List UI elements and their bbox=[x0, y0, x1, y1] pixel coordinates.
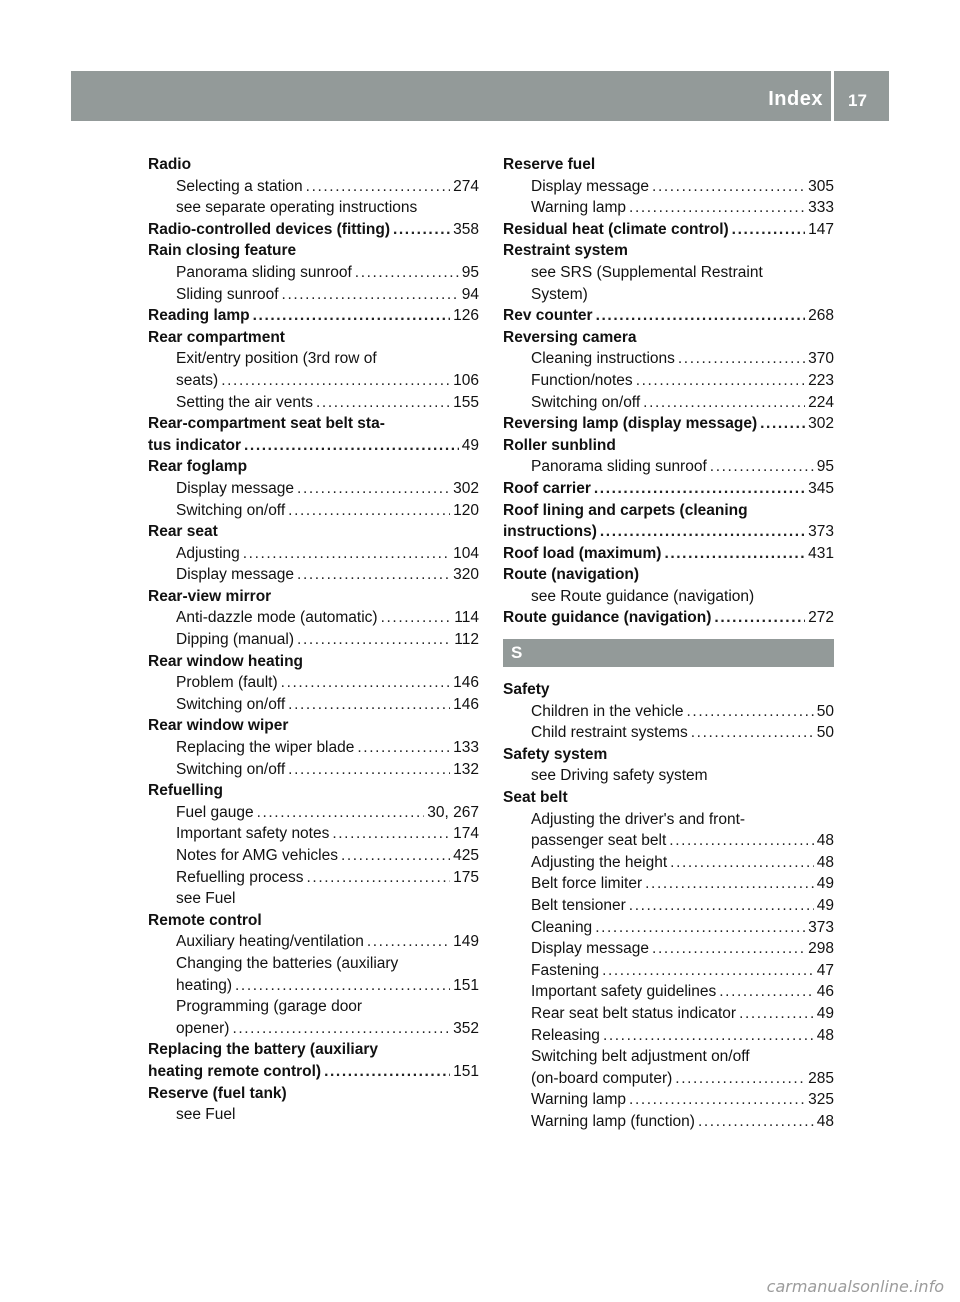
entry-label: Dipping (manual) bbox=[176, 631, 295, 649]
entry-label: Important safety notes bbox=[176, 825, 330, 843]
entry-label: Safety bbox=[503, 681, 550, 699]
section-header: S bbox=[503, 639, 834, 667]
dot-leader bbox=[732, 219, 805, 241]
entry-label: see Route guidance (navigation) bbox=[531, 587, 755, 605]
entry-label: Replacing the wiper blade bbox=[176, 739, 355, 757]
entry-label: Radio bbox=[148, 156, 192, 173]
entry-label: Function/notes bbox=[531, 371, 633, 389]
dot-leader bbox=[381, 607, 452, 629]
index-subentry bbox=[503, 809, 834, 831]
index-subentry bbox=[148, 996, 479, 1018]
entry-label: Fastening bbox=[531, 961, 600, 979]
dot-leader bbox=[719, 981, 814, 1003]
entry-label: Releasing bbox=[531, 1026, 600, 1044]
entry-label: Roof lining and carpets (cleaning bbox=[503, 501, 748, 519]
index-subentry[interactable] bbox=[148, 737, 479, 759]
index-subentry[interactable] bbox=[148, 802, 479, 824]
entry-label: Notes for AMG vehicles bbox=[176, 847, 338, 864]
dot-leader bbox=[253, 305, 450, 327]
dot-leader bbox=[297, 629, 451, 651]
dot-leader bbox=[288, 500, 450, 522]
entry-label: Rear compartment bbox=[148, 328, 285, 346]
index-subentry[interactable] bbox=[148, 262, 479, 284]
page-reference[interactable]: 274 bbox=[453, 177, 479, 195]
dot-leader bbox=[306, 176, 450, 198]
dot-leader bbox=[636, 370, 805, 392]
entry-label: Panorama sliding sunroof bbox=[176, 263, 352, 281]
index-heading bbox=[148, 586, 479, 608]
dot-leader bbox=[760, 413, 805, 435]
index-subentry bbox=[503, 1046, 834, 1068]
index-heading bbox=[148, 651, 479, 673]
page-reference[interactable]: 151 bbox=[453, 976, 479, 994]
entry-label: Rear window wiper bbox=[148, 717, 289, 735]
dot-leader bbox=[288, 694, 450, 716]
index-heading[interactable] bbox=[503, 607, 834, 629]
page-reference[interactable]: 126 bbox=[453, 307, 479, 325]
page-reference[interactable]: 345 bbox=[808, 479, 834, 497]
entry-label: Rear seat belt status indicator bbox=[531, 1004, 737, 1022]
page-title: Index bbox=[768, 88, 823, 110]
entry-label: Problem (fault) bbox=[176, 674, 278, 692]
page-reference[interactable]: 302 bbox=[453, 479, 479, 497]
dot-leader bbox=[367, 931, 450, 953]
page-reference[interactable]: 174 bbox=[453, 825, 479, 843]
index-subentry[interactable] bbox=[503, 830, 834, 852]
index-subentry[interactable] bbox=[503, 960, 834, 982]
page-reference[interactable]: 223 bbox=[808, 371, 834, 389]
page-header bbox=[71, 71, 889, 121]
dot-leader bbox=[232, 1018, 450, 1040]
entry-label: heating) bbox=[176, 976, 233, 994]
index-heading bbox=[148, 240, 479, 262]
index-heading[interactable] bbox=[503, 478, 834, 500]
index-subentry[interactable] bbox=[148, 867, 479, 889]
dot-leader bbox=[316, 392, 450, 414]
entry-label: Important safety guidelines bbox=[531, 983, 717, 1001]
entry-label: Fuel gauge bbox=[176, 803, 254, 821]
index-heading bbox=[148, 154, 479, 176]
dot-leader bbox=[652, 938, 805, 960]
dot-leader bbox=[603, 1025, 814, 1047]
dot-leader bbox=[739, 1003, 814, 1025]
page-reference[interactable]: 95 bbox=[816, 458, 834, 476]
index-heading bbox=[148, 780, 479, 802]
index-subentry[interactable] bbox=[148, 629, 479, 651]
index-heading bbox=[148, 1083, 479, 1105]
entry-label: Switching on/off bbox=[176, 760, 286, 778]
dot-leader bbox=[645, 873, 814, 895]
dot-leader bbox=[600, 521, 805, 543]
page-reference[interactable]: 298 bbox=[808, 940, 834, 958]
dot-leader bbox=[710, 456, 814, 478]
entry-label: Display message bbox=[531, 177, 650, 195]
index-subentry[interactable] bbox=[148, 607, 479, 629]
entry-label: seats) bbox=[176, 371, 219, 389]
entry-label: Display message bbox=[176, 566, 295, 584]
dot-leader bbox=[596, 305, 806, 327]
page-reference[interactable]: 106 bbox=[453, 371, 479, 389]
index-subentry[interactable] bbox=[503, 1025, 834, 1047]
index-subentry[interactable] bbox=[148, 500, 479, 522]
dot-leader bbox=[643, 392, 805, 414]
entry-label: Setting the air vents bbox=[176, 393, 313, 411]
dot-leader bbox=[281, 672, 450, 694]
dot-leader bbox=[675, 1068, 805, 1090]
page-reference[interactable]: 120 bbox=[453, 501, 479, 519]
page-reference[interactable]: 30, 267 bbox=[427, 803, 479, 821]
dot-leader bbox=[669, 830, 813, 852]
index-subentry[interactable] bbox=[148, 845, 479, 867]
dot-leader bbox=[257, 802, 425, 824]
entry-label: Reserve (fuel tank) bbox=[148, 1084, 287, 1102]
dot-leader bbox=[282, 284, 459, 306]
entry-label: Anti-dazzle mode (automatic) bbox=[176, 609, 378, 627]
dot-leader bbox=[244, 435, 459, 457]
index-heading[interactable] bbox=[148, 305, 479, 327]
entry-label: Sliding sunroof bbox=[176, 285, 279, 303]
dot-leader bbox=[235, 975, 450, 997]
index-subentry[interactable] bbox=[148, 931, 479, 953]
entry-label: Rear-view mirror bbox=[148, 587, 272, 605]
entry-label: Auxiliary heating/ventilation bbox=[176, 933, 364, 951]
entry-label: Child restraint systems bbox=[531, 724, 688, 742]
entry-label: Seat belt bbox=[503, 789, 568, 807]
index-heading[interactable] bbox=[148, 219, 479, 241]
index-subentry[interactable] bbox=[148, 478, 479, 500]
index-subentry[interactable] bbox=[148, 1018, 479, 1040]
entry-label: Roller sunblind bbox=[503, 436, 616, 454]
index-subentry[interactable] bbox=[503, 1003, 834, 1025]
page-reference[interactable]: 50 bbox=[816, 724, 834, 742]
index-subentry[interactable] bbox=[503, 392, 834, 414]
dot-leader bbox=[332, 823, 450, 845]
entry-label: Programming (garage door bbox=[176, 998, 363, 1016]
entry-label: Remote control bbox=[148, 911, 262, 929]
index-subentry[interactable] bbox=[503, 722, 834, 744]
page-reference[interactable]: 373 bbox=[808, 523, 834, 541]
page-reference[interactable]: 49 bbox=[461, 436, 479, 454]
entry-label: see Fuel bbox=[176, 890, 236, 908]
index-subentry bbox=[503, 262, 834, 284]
page-reference[interactable]: 285 bbox=[808, 1069, 834, 1087]
index-heading[interactable] bbox=[503, 305, 834, 327]
entry-label: opener) bbox=[176, 1019, 230, 1037]
page-number: 17 bbox=[848, 91, 867, 110]
entry-label: Warning lamp bbox=[531, 1091, 627, 1109]
entry-label: instructions) bbox=[503, 523, 597, 541]
index-heading bbox=[148, 327, 479, 349]
dot-leader bbox=[691, 722, 814, 744]
index-subentry bbox=[148, 888, 479, 910]
index-subentry bbox=[148, 197, 479, 219]
dot-leader bbox=[341, 845, 450, 867]
entry-label: Children in the vehicle bbox=[531, 702, 684, 720]
page-reference[interactable]: 49 bbox=[816, 1004, 834, 1022]
index-heading bbox=[148, 1039, 479, 1061]
watermark: carmanualsonline.info bbox=[766, 1277, 944, 1296]
entry-label: Switching on/off bbox=[176, 501, 286, 519]
entry-label: heating remote control) bbox=[148, 1062, 322, 1080]
index-column-right bbox=[503, 154, 834, 1133]
dot-leader bbox=[629, 197, 805, 219]
page-reference[interactable]: 175 bbox=[453, 868, 479, 886]
index-subentry[interactable] bbox=[503, 197, 834, 219]
entry-label: Adjusting the height bbox=[531, 853, 668, 871]
page-reference[interactable]: 333 bbox=[808, 199, 834, 217]
entry-label: Roof load (maximum) bbox=[503, 544, 662, 562]
page-reference[interactable]: 50 bbox=[816, 702, 834, 720]
entry-label: Reversing camera bbox=[503, 328, 637, 346]
page-reference[interactable]: 358 bbox=[453, 220, 479, 238]
index-subentry[interactable] bbox=[148, 694, 479, 716]
index-subentry bbox=[503, 284, 834, 306]
entry-label: see Fuel bbox=[176, 1106, 236, 1124]
entry-label: (on-board computer) bbox=[531, 1069, 673, 1087]
entry-label: Display message bbox=[176, 479, 295, 497]
page-reference[interactable]: 48 bbox=[816, 1026, 834, 1044]
entry-label: Display message bbox=[531, 940, 650, 958]
index-heading[interactable] bbox=[503, 543, 834, 565]
index-column-left bbox=[148, 154, 479, 1126]
page-reference[interactable]: 112 bbox=[454, 631, 479, 649]
entry-label: Route (navigation) bbox=[503, 566, 640, 584]
index-subentry[interactable] bbox=[503, 981, 834, 1003]
page-reference[interactable]: 49 bbox=[816, 897, 834, 914]
dot-leader bbox=[297, 478, 450, 500]
index-heading bbox=[148, 521, 479, 543]
index-heading bbox=[503, 744, 834, 766]
index-heading[interactable] bbox=[148, 1061, 479, 1083]
index-subentry[interactable] bbox=[503, 938, 834, 960]
entry-label: Belt tensioner bbox=[531, 897, 626, 914]
entry-label: Radio-controlled devices (fitting) bbox=[148, 220, 390, 238]
entry-label: Rev counter bbox=[503, 307, 593, 325]
page-reference[interactable]: 272 bbox=[808, 609, 834, 627]
page-reference[interactable]: 425 bbox=[453, 847, 479, 864]
index-heading bbox=[503, 500, 834, 522]
page-reference[interactable]: 104 bbox=[453, 544, 479, 562]
dot-leader bbox=[221, 370, 450, 392]
index-heading[interactable] bbox=[503, 219, 834, 241]
index-subentry[interactable] bbox=[503, 370, 834, 392]
page-reference[interactable]: 320 bbox=[453, 566, 479, 584]
index-subentry[interactable] bbox=[503, 348, 834, 370]
index-subentry[interactable] bbox=[148, 176, 479, 198]
index-subentry[interactable] bbox=[503, 1111, 834, 1133]
entry-label: Exit/entry position (3rd row of bbox=[176, 350, 377, 368]
entry-label: Refuelling process bbox=[176, 868, 304, 886]
entry-label: Changing the batteries (auxiliary bbox=[176, 954, 399, 972]
entry-label: see SRS (Supplemental Restraint bbox=[531, 263, 763, 281]
index-subentry[interactable] bbox=[503, 701, 834, 723]
index-heading bbox=[503, 787, 834, 809]
page-reference[interactable]: 46 bbox=[816, 983, 834, 1001]
page-reference[interactable]: 373 bbox=[808, 918, 834, 936]
index-heading bbox=[503, 240, 834, 262]
entry-label: Refuelling bbox=[148, 782, 223, 800]
index-subentry bbox=[148, 953, 479, 975]
page-reference[interactable]: 224 bbox=[808, 393, 834, 411]
index-heading bbox=[148, 910, 479, 932]
dot-leader bbox=[714, 607, 805, 629]
index-heading bbox=[503, 435, 834, 457]
entry-label: Panorama sliding sunroof bbox=[531, 458, 707, 476]
entry-label: Switching belt adjustment on/off bbox=[531, 1048, 750, 1066]
index-subentry[interactable] bbox=[503, 917, 834, 939]
entry-label: Replacing the battery (auxiliary bbox=[148, 1041, 378, 1059]
page-reference[interactable]: 48 bbox=[816, 1112, 834, 1130]
index-subentry[interactable] bbox=[503, 176, 834, 198]
index-subentry[interactable] bbox=[148, 370, 479, 392]
page-reference[interactable]: 114 bbox=[454, 609, 479, 627]
entry-label: Selecting a station bbox=[176, 177, 303, 195]
index-subentry[interactable] bbox=[503, 873, 834, 895]
entry-label: System) bbox=[531, 285, 588, 303]
entry-label: Rear-compartment seat belt sta- bbox=[148, 415, 385, 433]
page-reference[interactable]: 155 bbox=[453, 393, 479, 411]
entry-label: Rear seat bbox=[148, 523, 218, 541]
index-subentry[interactable] bbox=[148, 975, 479, 997]
page-reference[interactable]: 370 bbox=[808, 350, 834, 368]
dot-leader bbox=[629, 895, 814, 917]
index-heading[interactable] bbox=[148, 435, 479, 457]
page-reference[interactable]: 352 bbox=[453, 1019, 479, 1037]
entry-label: Adjusting the driver's and front- bbox=[531, 810, 746, 828]
entry-label: Switching on/off bbox=[176, 695, 286, 713]
entry-label: see separate operating instructions bbox=[176, 199, 418, 217]
index-heading[interactable] bbox=[503, 521, 834, 543]
page-reference[interactable]: 268 bbox=[808, 307, 834, 325]
index-subentry bbox=[503, 586, 834, 608]
entry-label: Warning lamp bbox=[531, 199, 627, 217]
index-subentry[interactable] bbox=[148, 759, 479, 781]
entry-label: Reversing lamp (display message) bbox=[503, 415, 758, 433]
dot-leader bbox=[670, 852, 814, 874]
page-reference[interactable]: 431 bbox=[808, 544, 834, 562]
page-reference[interactable]: 305 bbox=[808, 177, 834, 195]
dot-leader bbox=[698, 1111, 814, 1133]
dot-leader bbox=[288, 759, 450, 781]
page-reference[interactable]: 325 bbox=[808, 1091, 834, 1109]
entry-label: Warning lamp (function) bbox=[531, 1112, 695, 1130]
entry-label: Roof carrier bbox=[503, 479, 591, 497]
index-subentry bbox=[148, 348, 479, 370]
dot-leader bbox=[664, 543, 805, 565]
header-divider bbox=[831, 71, 834, 121]
index-subentry[interactable] bbox=[148, 564, 479, 586]
entry-label: tus indicator bbox=[148, 436, 242, 454]
index-heading bbox=[503, 564, 834, 586]
index-heading[interactable] bbox=[503, 413, 834, 435]
dot-leader bbox=[687, 701, 814, 723]
entry-label: Rear foglamp bbox=[148, 458, 248, 476]
entry-label: Adjusting bbox=[176, 544, 240, 562]
index-subentry[interactable] bbox=[503, 1068, 834, 1090]
index-subentry[interactable] bbox=[503, 456, 834, 478]
dot-leader bbox=[652, 176, 805, 198]
page-reference[interactable]: 146 bbox=[453, 674, 479, 692]
dot-leader bbox=[594, 478, 805, 500]
dot-leader bbox=[357, 737, 450, 759]
page-reference[interactable]: 49 bbox=[816, 875, 834, 893]
page-reference[interactable]: 95 bbox=[461, 263, 479, 281]
entry-label: Switching on/off bbox=[531, 393, 641, 411]
index-subentry[interactable] bbox=[503, 852, 834, 874]
page-reference[interactable]: 133 bbox=[453, 739, 479, 757]
entry-label: Belt force limiter bbox=[531, 875, 643, 893]
dot-leader bbox=[629, 1089, 805, 1111]
entry-label: Safety system bbox=[503, 745, 608, 763]
entry-label: passenger seat belt bbox=[531, 832, 667, 850]
index-heading bbox=[148, 456, 479, 478]
index-subentry[interactable] bbox=[503, 1089, 834, 1111]
index-heading bbox=[148, 413, 479, 435]
page-reference[interactable]: 47 bbox=[816, 961, 834, 979]
page-reference[interactable]: 132 bbox=[453, 760, 479, 778]
entry-label: Cleaning bbox=[531, 918, 593, 936]
page-reference[interactable]: 94 bbox=[461, 285, 479, 303]
index-subentry[interactable] bbox=[148, 672, 479, 694]
entry-label: Restraint system bbox=[503, 242, 628, 260]
page-reference[interactable]: 48 bbox=[816, 832, 834, 850]
entry-label: see Driving safety system bbox=[531, 767, 708, 785]
entry-label: Cleaning instructions bbox=[531, 350, 675, 368]
entry-label: Route guidance (navigation) bbox=[503, 609, 712, 627]
index-subentry[interactable] bbox=[148, 392, 479, 414]
dot-leader bbox=[602, 960, 814, 982]
dot-leader bbox=[307, 867, 451, 889]
index-subentry bbox=[503, 765, 834, 787]
page-reference[interactable]: 147 bbox=[808, 220, 834, 238]
dot-leader bbox=[324, 1061, 450, 1083]
page-reference[interactable]: 302 bbox=[808, 415, 834, 433]
dot-leader bbox=[243, 543, 450, 565]
index-subentry[interactable] bbox=[148, 823, 479, 845]
page-reference[interactable]: 48 bbox=[816, 853, 834, 871]
entry-label: Rain closing feature bbox=[148, 242, 297, 260]
page-reference[interactable]: 151 bbox=[453, 1062, 479, 1080]
entry-label: Rear window heating bbox=[148, 652, 304, 670]
page-reference[interactable]: 146 bbox=[453, 695, 479, 713]
entry-label: Residual heat (climate control) bbox=[503, 220, 729, 238]
index-subentry bbox=[148, 1104, 479, 1126]
entry-label: Reading lamp bbox=[148, 307, 250, 325]
dot-leader bbox=[595, 917, 805, 939]
dot-leader bbox=[393, 219, 450, 241]
index-subentry[interactable] bbox=[503, 895, 834, 917]
index-heading bbox=[503, 154, 834, 176]
index-heading bbox=[148, 715, 479, 737]
dot-leader bbox=[297, 564, 450, 586]
page-reference[interactable]: 149 bbox=[453, 933, 479, 951]
index-subentry[interactable] bbox=[148, 543, 479, 565]
index-subentry[interactable] bbox=[148, 284, 479, 306]
index-heading bbox=[503, 679, 834, 701]
entry-label: Reserve fuel bbox=[503, 156, 596, 173]
dot-leader bbox=[355, 262, 459, 284]
dot-leader bbox=[678, 348, 805, 370]
index-heading bbox=[503, 327, 834, 349]
